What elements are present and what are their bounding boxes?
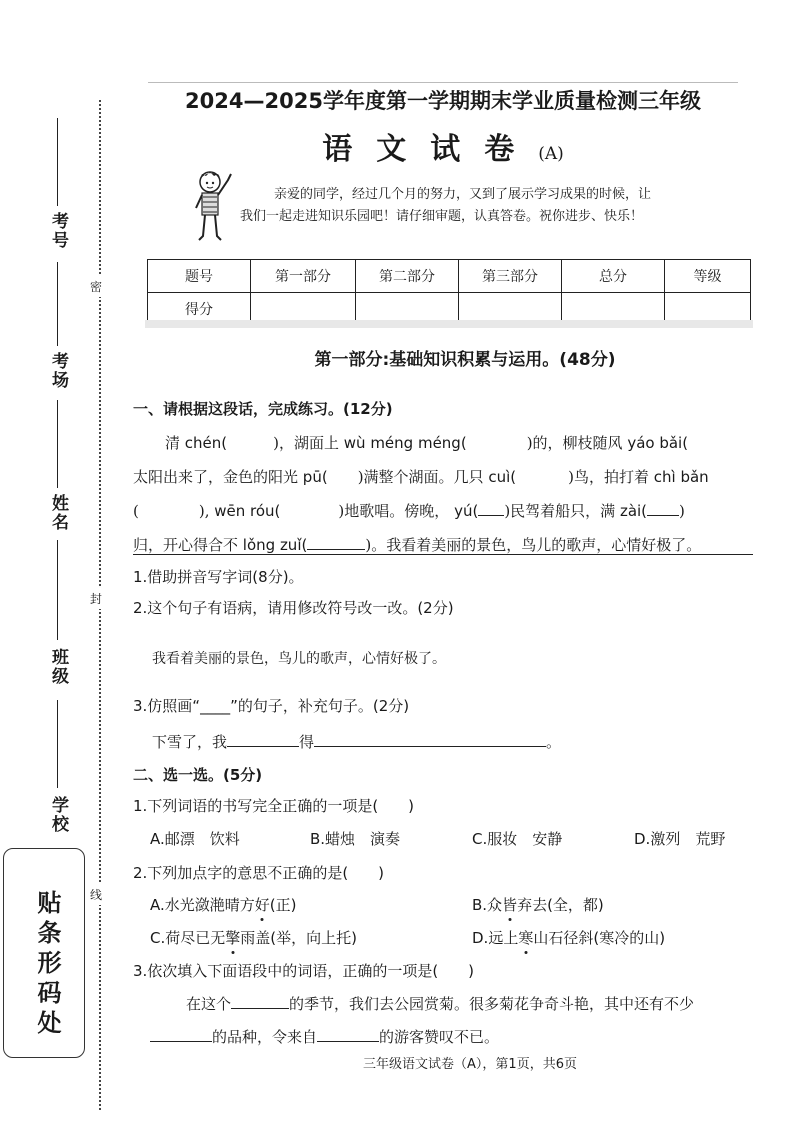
text: )的，柳枝随风	[526, 434, 623, 452]
score-table-header: 等级	[665, 260, 751, 293]
q2-s2-option-c[interactable]	[150, 927, 357, 948]
text: )鸟，拍打着	[568, 468, 649, 486]
text: )地歌唱。傍晚，	[338, 502, 450, 520]
pinyin-wumengmeng: wù méng méng(	[343, 434, 467, 452]
text: )满整个湖面。几只	[357, 468, 484, 486]
exam-title	[148, 124, 738, 168]
score-table-header: 题号	[148, 260, 251, 293]
text: C.荷尽已无	[150, 929, 226, 947]
q1-sub2-sentence: 我看着美丽的景色，鸟儿的歌声，心情好极了。	[152, 651, 446, 667]
q2-s1: 1.下列词语的书写完全正确的一项是( )	[133, 797, 415, 815]
pinyin-pu: pū(	[302, 468, 328, 486]
passage-underline	[133, 554, 753, 555]
text: 归，开心得合不	[133, 536, 239, 554]
answer-blank[interactable]	[478, 501, 504, 516]
q2-heading: 二、选一选。(5分)	[133, 766, 263, 784]
score-row-label: 得分	[148, 293, 251, 326]
q1-passage-line-2	[133, 466, 709, 487]
q2-s1-option-c[interactable]: C.服妆 安静	[472, 830, 563, 848]
q1-passage-line-1	[165, 432, 688, 453]
exam-room-line	[57, 262, 58, 346]
class-line	[57, 540, 58, 640]
text: 弃去(全，都)	[517, 896, 604, 914]
school-line	[57, 700, 58, 788]
q1-passage-line-3	[133, 500, 685, 521]
text: 得	[299, 733, 315, 751]
dotted-char: 皆	[502, 896, 518, 914]
score-table	[147, 259, 751, 326]
text: 的品种，令来自	[212, 1028, 318, 1046]
cartoon-boy-illustration	[190, 168, 235, 246]
q1-sub3: 3.仿照画“____”的句子，补充句子。(2分)	[133, 697, 410, 715]
text: (	[133, 502, 139, 520]
exam-no-line	[57, 118, 58, 206]
score-table-header: 总分	[562, 260, 665, 293]
pinyin-chen: chén(	[184, 434, 228, 452]
exam-header-title: 2024—2025学年度第一学期期末学业质量检测三年级	[148, 82, 738, 115]
q2-s3: 3.依次填入下面语段中的词语，正确的一项是( )	[133, 962, 475, 980]
dotted-char: 擎	[225, 929, 241, 947]
pinyin-yu: yú(	[454, 502, 479, 520]
greeting-text	[240, 184, 720, 228]
exam-room-label: 考场	[48, 352, 68, 390]
answer-blank[interactable]	[647, 501, 679, 516]
text: 的季节，我们去公园赏菊。很多菊花争奇斗艳，其中还有不少	[289, 995, 695, 1013]
q2-s2-option-b[interactable]	[472, 894, 604, 915]
q2-s2-option-a[interactable]	[150, 894, 297, 915]
score-table-header: 第一部分	[251, 260, 356, 293]
greeting-line-1: 亲爱的同学，经过几个月的努力，又到了展示学习成果的时候，让	[274, 187, 652, 202]
seal-char-mi: 密	[90, 276, 102, 297]
exam-variant: (A)	[538, 144, 564, 164]
class-label: 班级	[48, 648, 68, 686]
text: 太阳出来了，金色的阳光	[133, 468, 299, 486]
pinyin-cui: cuì(	[488, 468, 517, 486]
name-label: 姓名	[48, 494, 68, 532]
score-table-header: 第三部分	[459, 260, 562, 293]
text: 下雪了，我	[152, 733, 228, 751]
seal-char-feng: 封	[90, 588, 102, 609]
answer-blank[interactable]	[227, 732, 299, 747]
q1-heading: 一、请根据这段话，完成练习。(12分)	[133, 400, 393, 418]
dotted-char: 寒	[518, 929, 534, 947]
q2-s3-line-2	[150, 1026, 499, 1047]
text: )民驾着船只，满	[504, 502, 616, 520]
text: A.水光潋滟晴方	[150, 896, 255, 914]
text: 清	[165, 434, 181, 452]
answer-blank[interactable]	[314, 732, 546, 747]
q2-s1-option-a[interactable]: A.邮漂 饮料	[150, 830, 240, 848]
score-table-header-row	[148, 260, 751, 293]
q2-s3-line-1	[186, 993, 694, 1014]
seal-char-xian: 线	[90, 884, 102, 905]
text: 的游客赞叹不已。	[379, 1028, 500, 1046]
answer-blank[interactable]	[231, 994, 289, 1009]
text: )。	[365, 536, 387, 554]
text: )	[679, 502, 685, 520]
answer-blank[interactable]	[307, 535, 365, 550]
answer-blank[interactable]	[317, 1027, 379, 1042]
pinyin-zai: zài(	[619, 502, 648, 520]
q2-s2: 2.下列加点字的意思不正确的是( )	[133, 864, 385, 882]
text: )，湖面上	[273, 434, 339, 452]
q1-sub2: 2.这个句子有语病，请用修改符号改一改。(2分)	[133, 599, 454, 617]
underlined-sentence: 我看着美丽的景色，鸟儿的歌声，心情好极了。	[386, 536, 702, 554]
q1-sub3-line	[152, 731, 561, 752]
answer-blank[interactable]	[150, 1027, 212, 1042]
exam-title-text: 语文试卷	[322, 132, 539, 167]
q2-s2-option-d[interactable]	[472, 927, 665, 948]
pinyin-wenrou: wēn róu(	[214, 502, 281, 520]
score-table-header: 第二部分	[356, 260, 459, 293]
barcode-label: 贴条形码处	[33, 890, 61, 1040]
exam-no-label: 考号	[48, 212, 68, 250]
part1-title: 第一部分:基础知识积累与运用。(48分)	[314, 350, 616, 370]
name-line	[57, 400, 58, 488]
text: 在这个	[186, 995, 232, 1013]
q2-s1-option-d[interactable]: D.激列 荒野	[634, 830, 726, 848]
pinyin-yaobai: yáo bǎi(	[627, 434, 689, 452]
text: 雨盖(举，向上托)	[240, 929, 357, 947]
text: ),	[198, 502, 210, 520]
text: 山石径斜(寒冷的山)	[533, 929, 666, 947]
text: (正)	[269, 896, 297, 914]
pinyin-chibang: chì bǎn	[653, 468, 709, 486]
page-footer: 三年级语文试卷（A），第1页，共6页	[363, 1057, 577, 1072]
pinyin-longzui: lǒng zuǐ(	[242, 536, 308, 554]
text: 。	[546, 733, 562, 751]
greeting-line-2: 我们一起走进知识乐园吧！请仔细审题，认真答卷。祝你进步、快乐！	[240, 209, 644, 224]
q1-passage-line-4	[133, 534, 701, 555]
score-table-shadow	[145, 320, 753, 328]
q2-s1-option-b[interactable]: B.蜡烛 演奏	[310, 830, 401, 848]
school-label: 学校	[48, 796, 68, 834]
q1-sub1: 1.借助拼音写字词(8分)。	[133, 568, 304, 586]
text: B.众	[472, 896, 503, 914]
dotted-char: 好	[254, 896, 270, 914]
text: D.远上	[472, 929, 519, 947]
